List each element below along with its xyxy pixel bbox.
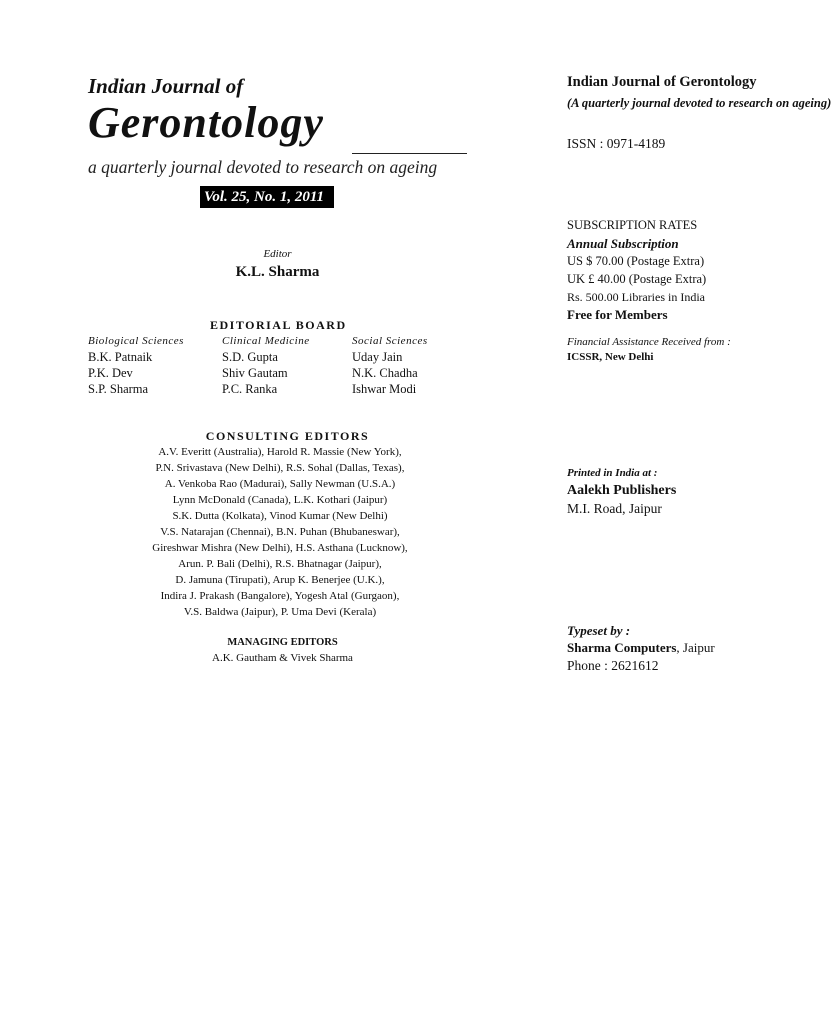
consulting-line: S.K. Dutta (Kolkata), Vinod Kumar (New Delhi) [172,510,388,522]
consulting-line: Arun. P. Bali (Delhi), R.S. Bhatnagar (Jaipur), [178,558,382,570]
financial-assistance-value: ICSSR, New Delhi [567,351,654,363]
typeset-line [567,640,715,656]
financial-assistance-label: Financial Assistance Received from : [567,336,731,348]
journal-title: Gerontology [88,98,324,147]
consulting-line: Indira J. Prakash (Bangalore), Yogesh Atal (Gurgaon), [160,590,400,602]
phone: Phone : 2621612 [567,658,659,673]
consulting-line: A. Venkoba Rao (Madurai), Sally Newman (U.S.A.) [164,478,396,490]
board-member: Ishwar Modi [352,382,417,396]
board-heading-biological: Biological Sciences [88,335,184,347]
consulting-line: V.S. Baldwa (Jaipur), P. Uma Devi (Kerala) [183,606,377,618]
board-heading-clinical: Clinical Medicine [222,335,310,347]
consulting-line: V.S. Natarajan (Chennai), B.N. Puhan (Bhubaneswar), [160,526,400,538]
right-journal-subtitle: (A quarterly journal devoted to research on ageing) [567,96,831,110]
board-member: S.P. Sharma [88,382,149,396]
board-member: P.C. Ranka [222,382,278,396]
consulting-line: P.N. Srivastava (New Delhi), R.S. Sohal (Dallas, Texas), [155,462,405,474]
printed-label: Printed in India at : [567,467,658,479]
free-for-members: Free for Members [567,307,668,322]
typeset-city: , Jaipur [676,640,715,655]
board-member: N.K. Chadha [352,366,418,380]
volume-banner [200,186,334,208]
board-member: P.K. Dev [88,366,133,380]
rate-uk: UK £ 40.00 (Postage Extra) [567,272,707,286]
journal-tagline: a quarterly journal devoted to research on ageing [88,157,438,177]
consulting-line: Lynn McDonald (Canada), L.K. Kothari (Jaipur) [172,494,388,506]
issn: ISSN : 0971-4189 [567,136,666,151]
managing-editors-names: A.K. Gautham & Vivek Sharma [212,652,353,664]
printer-name: Aalekh Publishers [567,483,677,498]
managing-editors-title: MANAGING EDITORS [227,637,338,648]
printer-address: M.I. Road, Jaipur [567,501,662,516]
editor-label: Editor [263,248,292,260]
annual-subscription-label: Annual Subscription [567,236,679,251]
rate-us: US $ 70.00 (Postage Extra) [567,254,705,268]
title-underline [352,153,467,154]
consulting-line: A.V. Everitt (Australia), Harold R. Massie (New York), [158,446,402,458]
board-heading-social: Social Sciences [352,335,428,347]
subscription-title: SUBSCRIPTION RATES [567,218,698,232]
editor-name: K.L. Sharma [235,264,320,280]
right-journal-name: Indian Journal of Gerontology [567,74,757,90]
editorial-board-title: EDITORIAL BOARD [210,318,347,332]
volume-text: Vol. 25, No. 1, 2011 [204,189,325,205]
board-member: Uday Jain [352,350,403,364]
rate-rs: Rs. 500.00 Libraries in India [567,290,705,304]
board-member: B.K. Patnaik [88,350,153,364]
board-member: S.D. Gupta [222,350,278,364]
board-member: Shiv Gautam [222,366,288,380]
journal-prefix: Indian Journal of [88,74,244,98]
consulting-editors-title: CONSULTING EDITORS [205,429,370,443]
typeset-label: Typeset by : [567,623,631,638]
typeset-name: Sharma Computers [567,640,677,655]
consulting-line: Gireshwar Mishra (New Delhi), H.S. Asthana (Lucknow), [152,542,408,554]
consulting-line: D. Jamuna (Tirupati), Arup K. Benerjee (U.K.), [175,574,385,586]
